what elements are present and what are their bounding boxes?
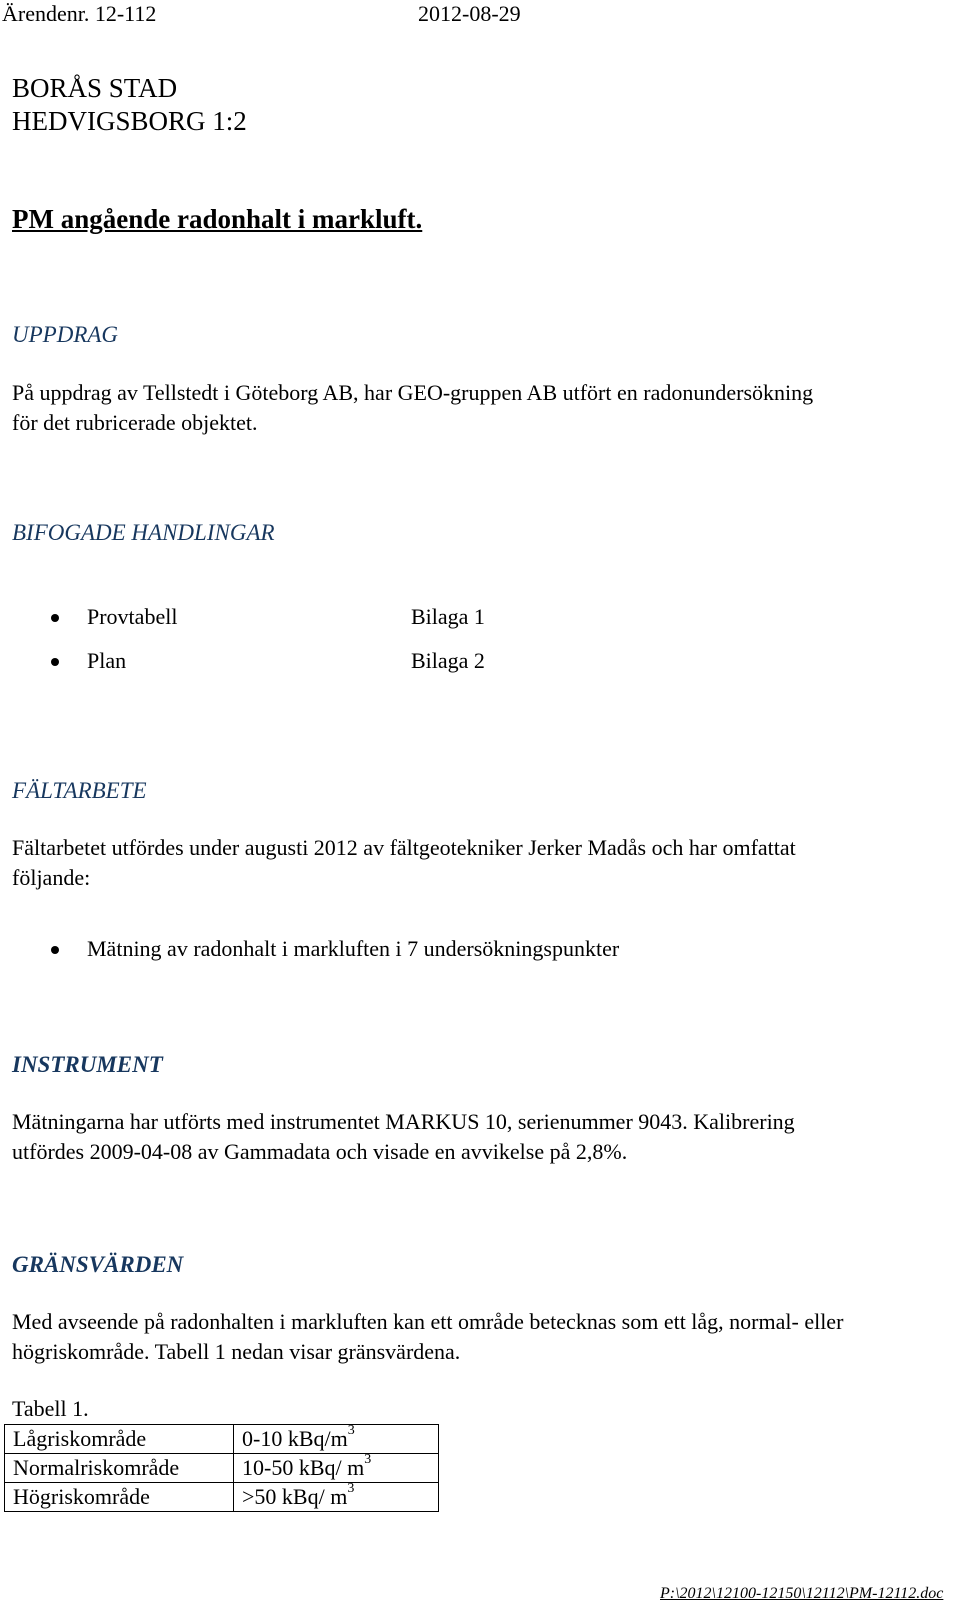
value-text: >50 kBq/ m	[242, 1484, 348, 1509]
instrument-line-1: Mätningarna har utförts med instrumentet MARKUS 10, serienummer 9043. Kalibrering	[12, 1109, 795, 1134]
exponent: 3	[364, 1452, 372, 1467]
table-caption: Tabell 1.	[12, 1396, 89, 1421]
instrument-line-2: utfördes 2009-04-08 av Gammadata och visade en avvikelse på 2,8%.	[12, 1139, 628, 1164]
title-line-1: BORÅS STAD	[12, 73, 178, 103]
table-cell-value	[234, 1454, 439, 1483]
faltarbete-paragraph	[12, 833, 796, 893]
uppdrag-line-2: för det rubricerade objektet.	[12, 410, 258, 435]
table-cell-value	[234, 1425, 439, 1454]
title-line-2: HEDVIGSBORG 1:2	[12, 106, 247, 136]
uppdrag-paragraph	[12, 378, 813, 438]
faltarbete-line-2: följande:	[12, 865, 91, 890]
gransvarden-line-2: högriskområde. Tabell 1 nedan visar gränsvärdena.	[12, 1339, 461, 1364]
heading-instrument: INSTRUMENT	[12, 1052, 163, 1077]
value-text: 10-50 kBq/ m	[242, 1455, 365, 1480]
table-row	[5, 1454, 439, 1483]
document-date: 2012-08-29	[418, 1, 521, 26]
value-text: 0-10 kBq/m	[242, 1426, 348, 1451]
footer-file-path: P:\2012\12100-12150\12112\PM-12112.doc	[660, 1585, 944, 1602]
subject-title: PM angående radonhalt i markluft.	[12, 204, 423, 234]
table-cell-value	[234, 1483, 439, 1512]
table-cell-area: Lågriskområde	[5, 1425, 234, 1454]
heading-uppdrag: UPPDRAG	[12, 322, 119, 347]
attachment-name: Provtabell	[87, 604, 178, 629]
exponent: 3	[347, 1481, 355, 1496]
table-row	[5, 1425, 439, 1454]
instrument-paragraph	[12, 1107, 795, 1167]
bullet-icon	[51, 658, 59, 666]
bullet-icon	[51, 946, 59, 954]
heading-bifogade-handlingar: BIFOGADE HANDLINGAR	[12, 520, 275, 545]
table-cell-area: Högriskområde	[5, 1483, 234, 1512]
bullet-icon	[51, 614, 59, 622]
heading-faltarbete: FÄLTARBETE	[12, 778, 147, 803]
uppdrag-line-1: På uppdrag av Tellstedt i Göteborg AB, har GEO-gruppen AB utfört en radonundersökning	[12, 380, 814, 405]
limits-table	[4, 1424, 439, 1512]
gransvarden-paragraph	[12, 1307, 843, 1367]
heading-gransvarden: GRÄNSVÄRDEN	[12, 1252, 184, 1277]
table-row	[5, 1483, 439, 1512]
case-number: Ärendenr. 12-112	[2, 1, 157, 26]
faltarbete-line-1: Fältarbetet utfördes under augusti 2012 av fältgeotekniker Jerker Madås och har omfattat	[12, 835, 796, 860]
faltarbete-bullet: Mätning av radonhalt i markluften i 7 undersökningspunkter	[87, 936, 620, 961]
attachment-ref: Bilaga 1	[411, 604, 485, 629]
gransvarden-line-1: Med avseende på radonhalten i markluften kan ett område betecknas som ett låg, normal- eller	[12, 1309, 844, 1334]
exponent: 3	[347, 1423, 355, 1438]
attachment-ref: Bilaga 2	[411, 648, 485, 673]
table-cell-area: Normalriskområde	[5, 1454, 234, 1483]
attachment-name: Plan	[87, 648, 127, 673]
